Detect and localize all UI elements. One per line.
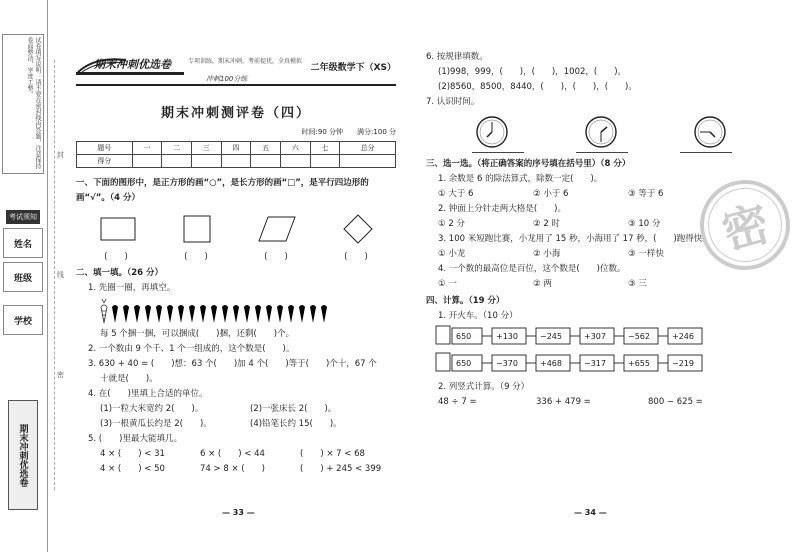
- seal-mark-mid: 线: [57, 271, 64, 279]
- section2-heading: 二、填一填。（26 分）: [76, 268, 164, 278]
- question-text: (1)一粒大米宽约 2( )。: [100, 404, 204, 414]
- answer-blank[interactable]: ( ): [264, 252, 288, 262]
- score-cell[interactable]: [162, 155, 192, 168]
- option[interactable]: ② 两: [533, 279, 552, 289]
- question-text: 2. 钟面上分针走两大格是( )。: [438, 204, 566, 214]
- score-cell[interactable]: [340, 155, 396, 168]
- question-text: 4. 一个数的最高位是百位，这个数是( )位数。: [438, 264, 626, 274]
- sub-slogan: 冲刺100分练: [206, 75, 248, 83]
- binding-strip: [0, 0, 48, 552]
- answer-line[interactable]: [576, 152, 628, 153]
- question-text: 74 > 8 × ( ): [200, 464, 265, 474]
- strip-notice: 试卷填写说明：请不要在密封线内答题，注意保持卷面整洁，字迹工整。: [2, 34, 44, 174]
- table-row: [77, 142, 396, 155]
- score-cell[interactable]: [280, 155, 310, 168]
- option[interactable]: ③ 等于 6: [628, 189, 664, 199]
- shape-answers: [76, 250, 396, 262]
- question-text: 3. 100 米短跑比赛，小龙用了 15 秒，小海用了 17 秒，( )跑得快。: [438, 234, 711, 244]
- table-cell: 总分: [340, 142, 396, 155]
- score-cell[interactable]: [132, 155, 162, 168]
- train1-op: +307: [584, 332, 606, 341]
- train1-op: −245: [540, 332, 562, 341]
- diamond-square-shape-icon: [343, 214, 373, 244]
- carrots-icon: [100, 299, 336, 325]
- time-answer-lines: [472, 152, 732, 153]
- answer-blank[interactable]: ( ): [344, 252, 368, 262]
- unit-row: [76, 402, 396, 417]
- train2-op: −219: [672, 359, 694, 368]
- seal-line: [54, 60, 55, 490]
- score-cell[interactable]: [251, 155, 281, 168]
- left-page-number: — 33 —: [222, 508, 255, 517]
- right-page: [426, 50, 726, 410]
- train2-op: −317: [584, 359, 606, 368]
- question-text: 1. 余数是 6 的除法算式，除数一定( )。: [438, 174, 603, 184]
- header-rule: [76, 84, 396, 86]
- options-row: [426, 277, 726, 292]
- exam-meta: 时间:90 分钟 满分:100 分: [301, 128, 396, 136]
- clock-face-icon: [585, 116, 617, 148]
- option[interactable]: ② 小于 6: [533, 189, 569, 199]
- question-text: 4. 在( )里填上合适的单位。: [88, 389, 208, 399]
- carrot-row: [100, 299, 396, 325]
- question-text: 3. 630 + 40 = ( )想：63 个( )加 4 个( )等于( )个十，67 个: [88, 359, 377, 369]
- calc-row: [426, 395, 726, 410]
- school-field[interactable]: 学校: [3, 305, 43, 335]
- question-text: (3)一根黄瓜长约是 2( )。: [100, 419, 212, 429]
- right-page-number: — 34 —: [574, 508, 607, 517]
- table-cell: 三: [191, 142, 221, 155]
- question-text: ( ) × 7 < 68: [300, 449, 365, 459]
- score-cell[interactable]: [221, 155, 251, 168]
- inequality-row: [76, 462, 396, 477]
- options-row: [426, 217, 726, 232]
- answer-blank[interactable]: ( ): [104, 252, 128, 262]
- question-text: 十就是( )。: [100, 374, 158, 384]
- table-cell: 得分: [77, 155, 133, 168]
- secret-stamp: 密: [690, 170, 800, 280]
- score-cell[interactable]: [191, 155, 221, 168]
- question-text: 7. 认识时间。: [426, 97, 480, 107]
- question-text: (4)铅笔长约 15( )。: [250, 419, 342, 429]
- clock-face-icon: [476, 116, 508, 148]
- option[interactable]: ② 小海: [533, 249, 561, 259]
- table-cell: 五: [251, 142, 281, 155]
- train-diagram: [434, 324, 724, 376]
- calc-item: 48 ÷ 7 =: [438, 397, 477, 407]
- section1-heading: 一、下面的图形中，是正方形的画“○”，是长方形的画“□”，是平行四边形的画“√”。（4 分）: [76, 178, 369, 203]
- answer-line[interactable]: [680, 152, 732, 153]
- brand-slogan: 专项训练，期末冲刺，考前提优，全真模拟: [188, 58, 303, 65]
- score-cell[interactable]: [310, 155, 340, 168]
- class-field[interactable]: 班级: [3, 262, 43, 292]
- clocks-row: [476, 116, 726, 148]
- square-shape-icon: [183, 215, 211, 243]
- table-cell: 四: [221, 142, 251, 155]
- answer-blank[interactable]: ( ): [184, 252, 208, 262]
- calc-item: 336 + 479 =: [536, 397, 591, 407]
- unit-row: [76, 417, 396, 432]
- option[interactable]: ① 大于 6: [438, 189, 474, 199]
- train1-start: 650: [456, 332, 472, 341]
- question-text: 1. 开火车。（10 分）: [438, 311, 518, 321]
- question-text: ( ) + 245 < 399: [300, 464, 382, 474]
- name-field[interactable]: 姓名: [3, 228, 43, 258]
- question-text: (2)8560，8500，8440，( )，( )，( )。: [438, 82, 637, 92]
- calc-item: 800 − 625 =: [648, 397, 703, 407]
- train2-start: 650: [456, 359, 472, 368]
- train1-op: −562: [628, 332, 650, 341]
- question-text: 每 5 个捆一捆，可以捆成( )捆，还剩( )个。: [100, 329, 295, 339]
- brand-name: 期末冲刺优选卷: [94, 58, 171, 71]
- option[interactable]: ③ 三: [628, 279, 647, 289]
- question-text: 4 × ( ) < 50: [100, 464, 165, 474]
- train2-op: −370: [496, 359, 518, 368]
- options-row: [426, 247, 726, 262]
- strip-logo: 期末冲刺优选卷: [8, 400, 38, 510]
- option[interactable]: ① 2 分: [438, 219, 465, 229]
- table-cell: 一: [132, 142, 162, 155]
- option[interactable]: ① 小龙: [438, 249, 466, 259]
- grade-label: 二年级数学下（XS）: [310, 63, 396, 73]
- train2-op: +468: [540, 359, 562, 368]
- train1-op: +130: [496, 332, 518, 341]
- table-cell: 二: [162, 142, 192, 155]
- option[interactable]: ③ 10 分: [628, 219, 661, 229]
- table-cell: 题号: [77, 142, 133, 155]
- inequality-row: [76, 447, 396, 462]
- option[interactable]: ② 2 时: [533, 219, 560, 229]
- strip-tag: 考试须知: [6, 210, 40, 224]
- shapes-row: [76, 214, 396, 244]
- question-text: 6. 按规律填数。: [426, 52, 488, 62]
- section3-heading: 三、选一选。（将正确答案的序号填在括号里）（8 分）: [426, 159, 631, 169]
- question-text: 5. ( )里最大能填几。: [88, 434, 182, 444]
- question-text: (1)998，999，( )，( )，1002，( )。: [438, 67, 627, 77]
- question-text: 6 × ( ) < 44: [200, 449, 265, 459]
- option[interactable]: ① 一: [438, 279, 457, 289]
- table-cell: 六: [280, 142, 310, 155]
- page-title: 期末冲刺测评卷（四）: [160, 106, 311, 121]
- question-text: 2. 一个数由 9 个千、1 个一组成的，这个数是( )。: [88, 344, 295, 354]
- table-cell: 七: [310, 142, 340, 155]
- options-row: [426, 187, 726, 202]
- train2-op: +655: [628, 359, 650, 368]
- question-text: 4 × ( ) < 31: [100, 449, 165, 459]
- seal-mark-bot: 密: [57, 371, 64, 379]
- table-row: [77, 155, 396, 168]
- score-table: [76, 141, 396, 168]
- question-text: 1. 先圈一圈，再填空。: [88, 283, 176, 293]
- clock-face-icon: [694, 116, 726, 148]
- seal-mark-top: 封: [57, 151, 64, 159]
- question-text: 2. 列竖式计算。（9 分）: [438, 382, 530, 392]
- option[interactable]: ③ 一样快: [628, 249, 664, 259]
- rectangle-shape-icon: [100, 217, 136, 241]
- section4-heading: 四、计算。（19 分）: [426, 296, 505, 306]
- question-text: (2)一张床长 2( )。: [250, 404, 337, 414]
- parallelogram-shape-icon: [258, 216, 296, 242]
- left-page: [76, 50, 396, 477]
- train1-op: +246: [672, 332, 694, 341]
- answer-line[interactable]: [472, 152, 524, 153]
- page-header: [76, 50, 396, 82]
